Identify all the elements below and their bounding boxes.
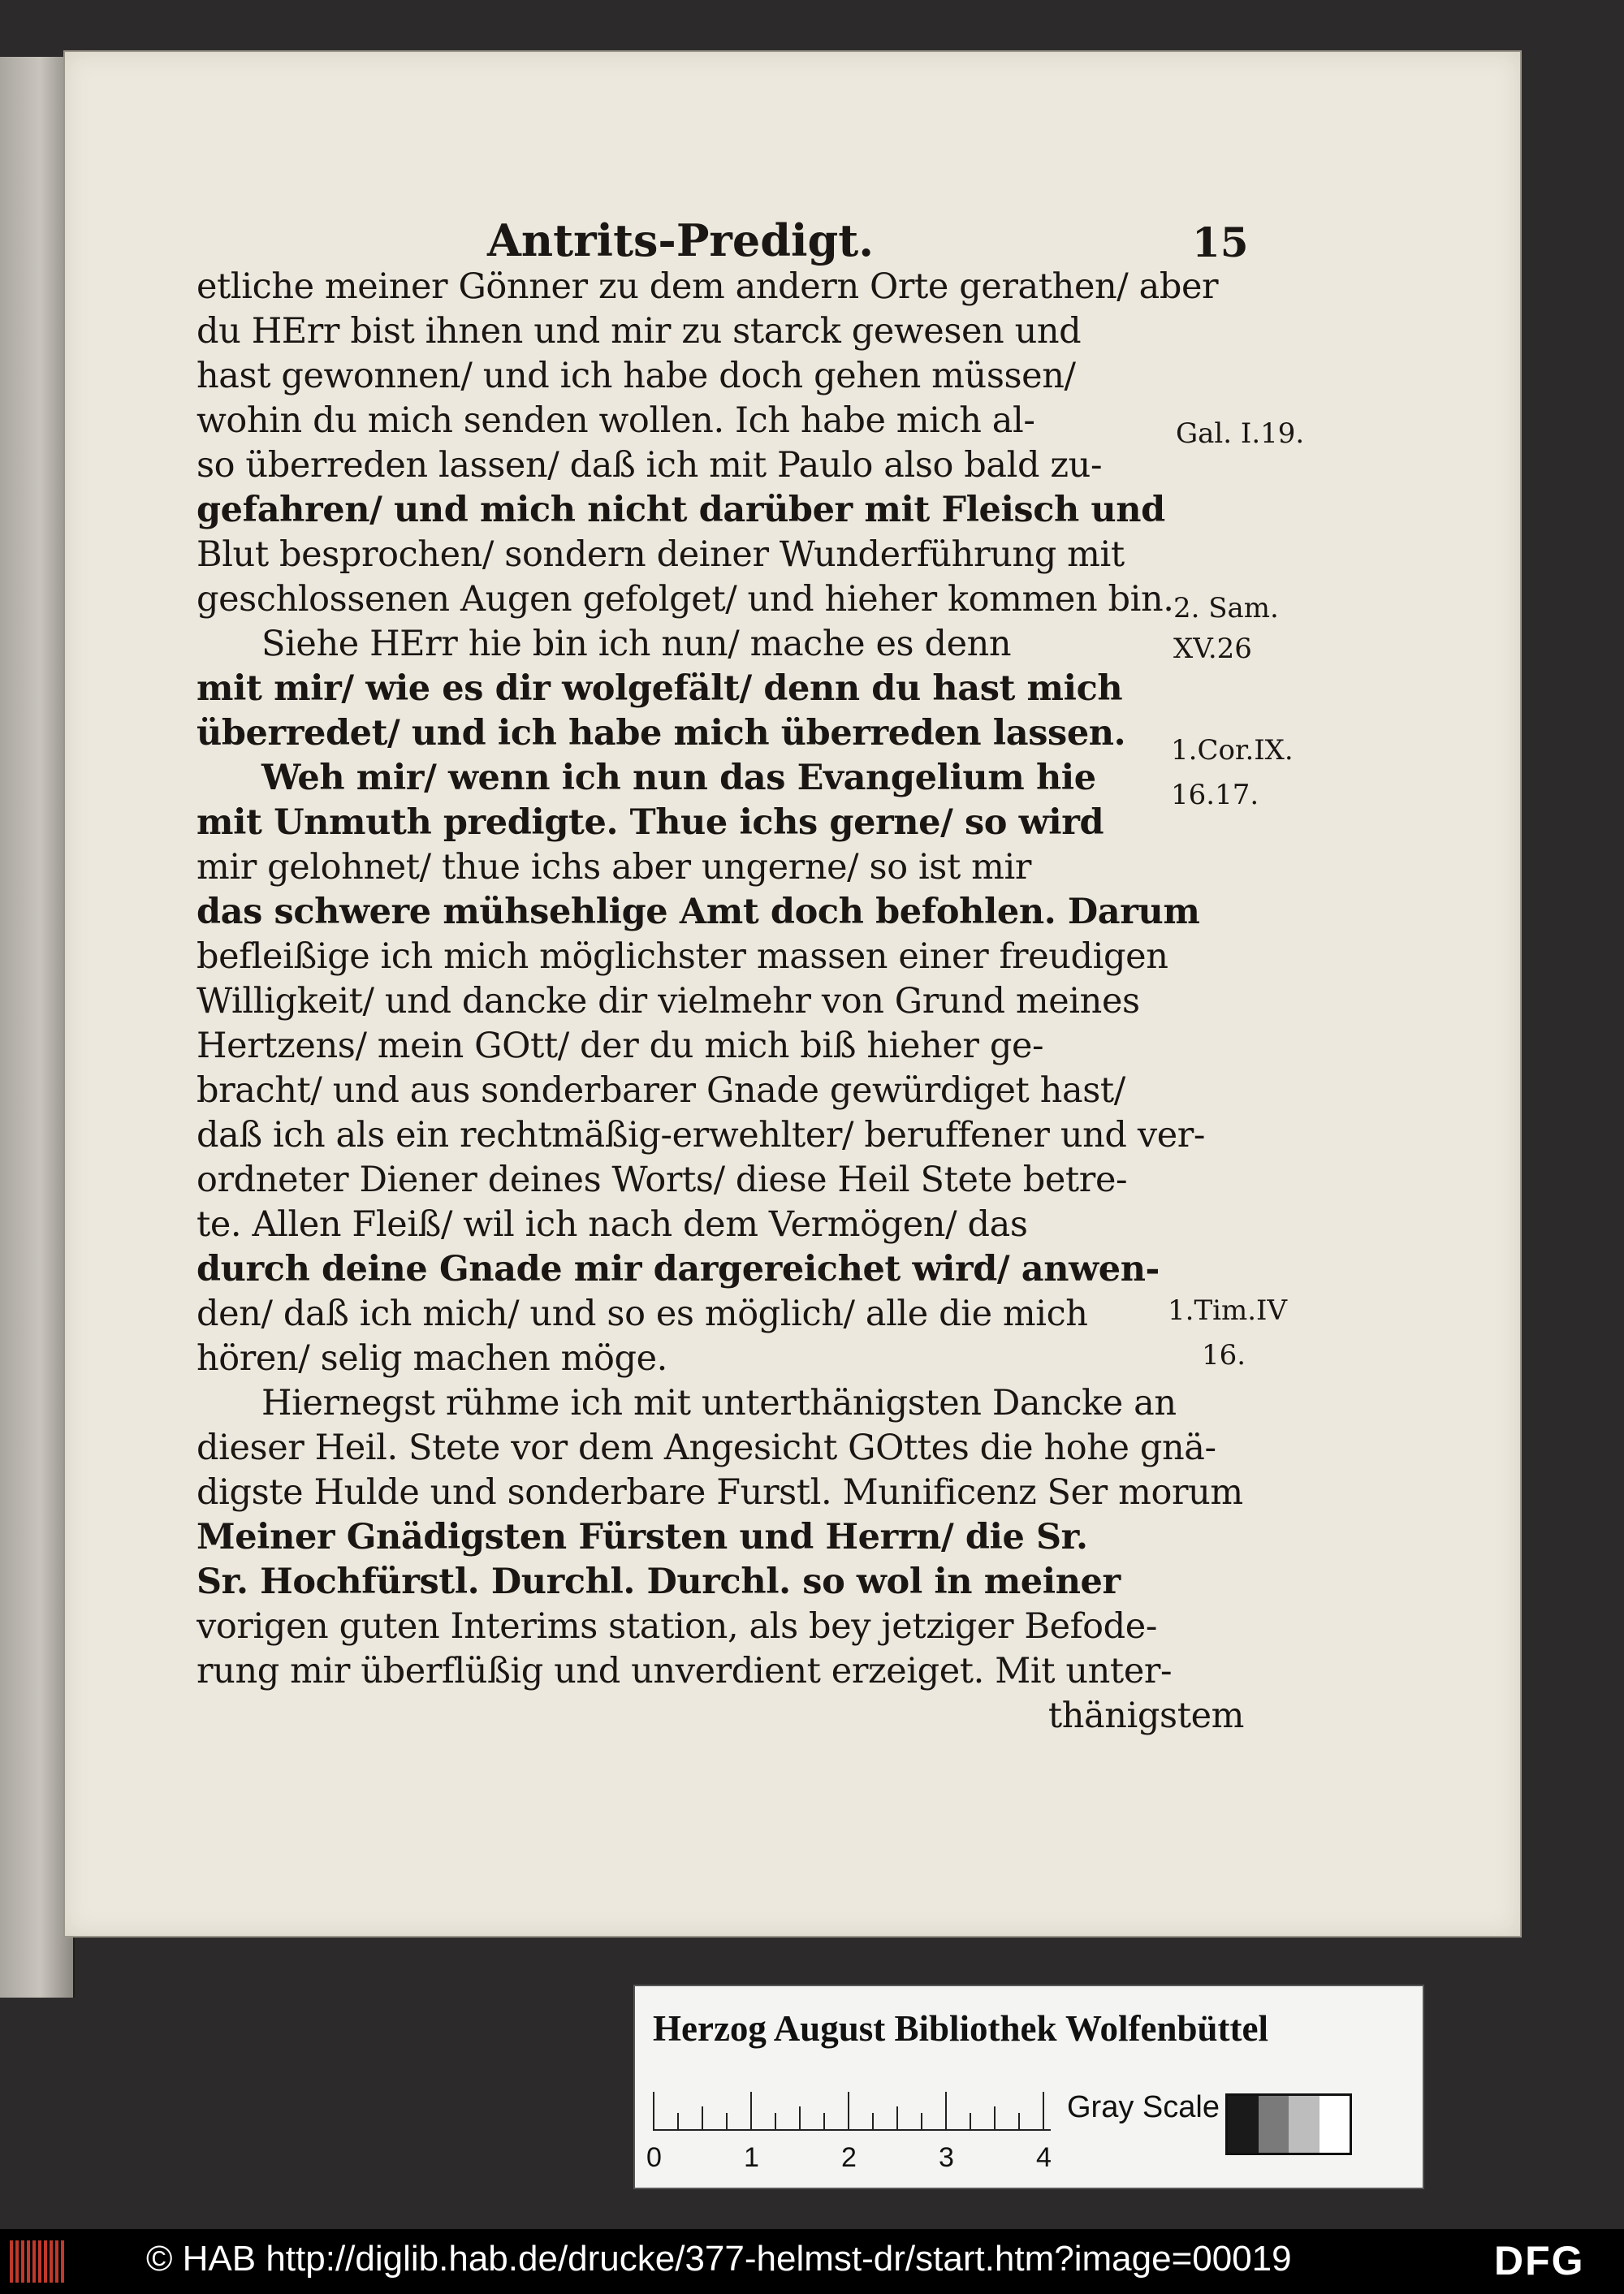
text-line-24: den/ daß ich mich/ und so es möglich/ alle die mich [197,1294,1088,1334]
gray-scale-label: Gray Scale [1067,2090,1220,2124]
text-line-11: überredet/ und ich habe mich überreden lassen. [197,713,1126,754]
text-line-3: hast gewonnen/ und ich habe doch gehen müssen/ [197,356,1076,396]
swatch-dark-gray [1259,2096,1289,2153]
book-page [63,50,1522,1938]
text-line-20: daß ich als ein rechtmäßig-erwehlter/ beruffener und ver- [197,1115,1206,1156]
text-line-27: dieser Heil. Stete vor dem Angesicht GOttes die hohe gnä- [197,1428,1216,1468]
library-color-target-label [633,1985,1424,2189]
page-number: 15 [1192,218,1249,266]
text-line-26: Hiernegst rühme ich mit unterthänigsten Dancke an [261,1383,1177,1423]
ruler-number: 2 [841,2142,857,2173]
text-line-7: Blut besprochen/ sondern deiner Wunderführung mit [197,534,1125,575]
text-line-31: vorigen guten Interims station, als bey jetziger Befode- [197,1606,1157,1647]
marginal-note: 16.17. [1171,779,1259,811]
text-line-29: Meiner Gnädigsten Fürsten und Herrn/ die Sr. [197,1517,1088,1557]
library-name: Herzog August Bibliothek Wolfenbüttel [653,2008,1268,2049]
running-head: Antrits-Predigt. [487,214,875,266]
ruler-number: 1 [744,2142,759,2173]
catchword: thänigstem [1047,1696,1244,1736]
marginal-note: Gal. I.19. [1176,417,1305,450]
marginal-note: 1.Cor.IX. [1171,734,1294,767]
swatch-white [1320,2096,1350,2153]
text-line-32: rung mir überflüßig und unverdient erzeiget. Mit unter- [197,1651,1173,1691]
text-line-2: du HErr bist ihnen und mir zu starck gewesen und [197,311,1082,352]
ruler-scale [653,2092,1051,2131]
ruler-number: 3 [939,2142,954,2173]
text-line-28: digste Hulde und sonderbare Furstl. Munificenz Ser morum [197,1472,1243,1513]
marginal-note: 16. [1202,1339,1246,1372]
page-body-text [197,265,1244,1739]
marginal-note: 1.Tim.IV [1168,1294,1288,1327]
ruler-number: 4 [1036,2142,1052,2173]
text-line-5: so überreden lassen/ daß ich mit Paulo also bald zu- [197,445,1103,486]
gray-scale-swatch [1225,2093,1352,2155]
text-line-13: mit Unmuth predigte. Thue ichs gerne/ so wird [197,802,1104,843]
text-line-18: Hertzens/ mein GOtt/ der du mich biß hieher ge- [197,1026,1044,1066]
text-line-12: Weh mir/ wenn ich nun das Evangelium hie [261,758,1096,798]
text-line-14: mir gelohnet/ thue ichs aber ungerne/ so ist mir [197,847,1032,888]
text-line-25: hören/ selig machen möge. [197,1338,667,1379]
text-line-9: Siehe HErr hie bin ich nun/ mache es denn [261,624,1012,664]
text-line-23: durch deine Gnade mir dargereichet wird/ anwen- [197,1249,1160,1290]
text-line-21: ordneter Diener deines Worts/ diese Heil Stete betre- [197,1160,1128,1200]
text-line-8: geschlossenen Augen gefolget/ und hieher kommen bin. [197,579,1174,620]
text-line-22: te. Allen Fleiß/ wil ich nach dem Vermögen/ das [197,1204,1028,1245]
text-line-30: Sr. Hochfürstl. Durchl. Durchl. so wol in meiner [197,1562,1121,1602]
footer-url: © HAB http://diglib.hab.de/drucke/377-helmst-dr/start.htm?image=00019 [146,2239,1292,2279]
swatch-black [1228,2096,1259,2153]
text-line-10: mit mir/ wie es dir wolgefält/ denn du hast mich [197,668,1123,709]
marginal-note: XV.26 [1173,633,1252,665]
text-line-4: wohin du mich senden wollen. Ich habe mich al- [197,400,1035,441]
text-line-19: bracht/ und aus sonderbarer Gnade gewürdiget hast/ [197,1070,1125,1111]
text-line-16: befleißige ich mich möglichster massen einer freudigen [197,936,1168,977]
barcode-icon [10,2240,65,2283]
ruler-number: 0 [646,2142,662,2173]
swatch-light-gray [1289,2096,1320,2153]
text-line-15: das schwere mühsehlige Amt doch befohlen. Darum [197,892,1200,932]
text-line-1: etliche meiner Gönner zu dem andern Orte gerathen/ aber [197,266,1219,307]
text-line-6: gefahren/ und mich nicht darüber mit Fleisch und [197,490,1165,530]
text-line-17: Willigkeit/ und dancke dir vielmehr von Grund meines [197,981,1140,1022]
marginal-note: 2. Sam. [1173,592,1279,624]
footer-bar [0,2229,1624,2294]
dfg-logo: DFG [1494,2238,1585,2283]
